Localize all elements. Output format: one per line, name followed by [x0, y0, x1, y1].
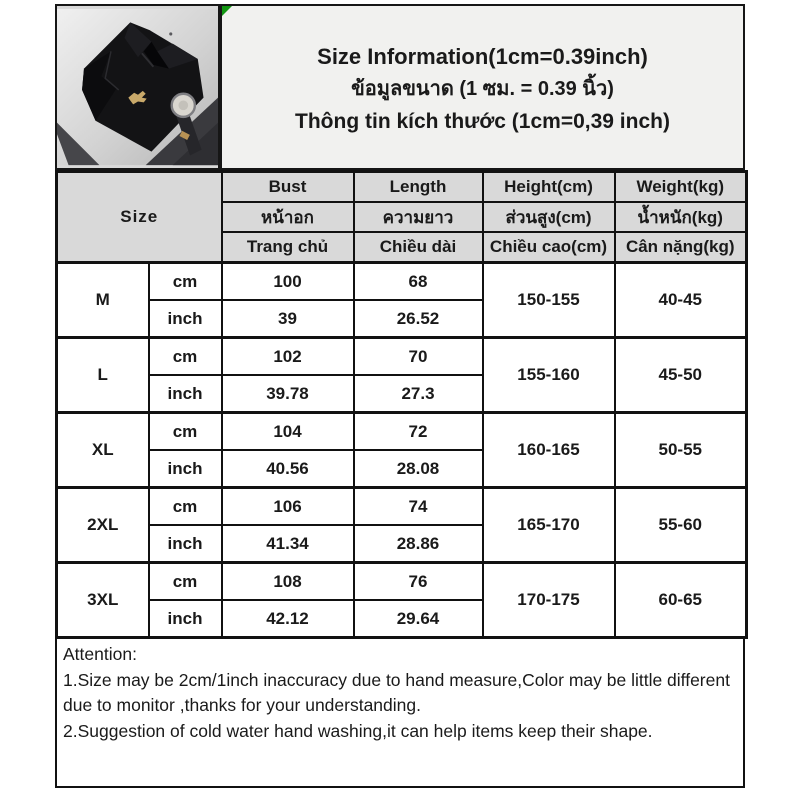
col-header-weight-en: Weight(kg) [615, 172, 747, 203]
weight-range: 55-60 [615, 488, 747, 563]
bust-cm: 104 [222, 413, 354, 451]
size-header-cell: Size [57, 172, 222, 263]
unit-inch: inch [149, 300, 222, 338]
attention-line-2: 2.Suggestion of cold water hand washing,it can help items keep their shape. [63, 720, 653, 741]
length-inch: 28.86 [354, 525, 483, 563]
bust-inch: 39.78 [222, 375, 354, 413]
bust-inch: 39 [222, 300, 354, 338]
size-label-3xl: 3XL [57, 563, 149, 638]
length-cm: 68 [354, 263, 483, 301]
unit-inch: inch [149, 450, 222, 488]
col-header-weight-vi: Cân nặng(kg) [615, 232, 747, 263]
col-header-length-en: Length [354, 172, 483, 203]
attention-note [55, 639, 745, 788]
size-label-m: M [57, 263, 149, 338]
length-cm: 76 [354, 563, 483, 601]
unit-cm: cm [149, 488, 222, 526]
length-inch: 27.3 [354, 375, 483, 413]
bust-inch: 40.56 [222, 450, 354, 488]
bust-inch: 41.34 [222, 525, 354, 563]
unit-inch: inch [149, 600, 222, 638]
top-row [55, 4, 745, 170]
product-photo [55, 4, 222, 170]
title-english: Size Information(1cm=0.39inch) [317, 44, 648, 69]
col-header-height-th: ส่วนสูง(cm) [483, 202, 615, 232]
bust-cm: 100 [222, 263, 354, 301]
length-cm: 74 [354, 488, 483, 526]
col-header-weight-th: น้ำหนัก(kg) [615, 202, 747, 232]
col-header-bust-vi: Trang chủ [222, 232, 354, 263]
col-header-length-vi: Chiều dài [354, 232, 483, 263]
length-inch: 29.64 [354, 600, 483, 638]
attention-heading: Attention: [63, 644, 137, 664]
unit-cm: cm [149, 413, 222, 451]
bust-cm: 102 [222, 338, 354, 376]
title-block [222, 4, 745, 170]
length-inch: 28.08 [354, 450, 483, 488]
weight-range: 40-45 [615, 263, 747, 338]
unit-cm: cm [149, 263, 222, 301]
height-range: 170-175 [483, 563, 615, 638]
polo-shirt-photo-icon [57, 6, 218, 168]
weight-range: 45-50 [615, 338, 747, 413]
weight-range: 50-55 [615, 413, 747, 488]
length-inch: 26.52 [354, 300, 483, 338]
size-label-l: L [57, 338, 149, 413]
col-header-height-vi: Chiều cao(cm) [483, 232, 615, 263]
height-range: 160-165 [483, 413, 615, 488]
col-header-bust-en: Bust [222, 172, 354, 203]
weight-range: 60-65 [615, 563, 747, 638]
col-header-length-th: ความยาว [354, 202, 483, 232]
height-range: 165-170 [483, 488, 615, 563]
col-header-bust-th: หน้าอก [222, 202, 354, 232]
title-thai: ข้อมูลขนาด (1 ซม. = 0.39 นิ้ว) [351, 78, 614, 100]
green-corner-marker-icon [222, 6, 232, 16]
unit-cm: cm [149, 563, 222, 601]
table-row [57, 488, 747, 526]
bust-inch: 42.12 [222, 600, 354, 638]
size-label-xl: XL [57, 413, 149, 488]
unit-inch: inch [149, 375, 222, 413]
bust-cm: 108 [222, 563, 354, 601]
unit-cm: cm [149, 338, 222, 376]
attention-line-1: 1.Size may be 2cm/1inch inaccuracy due to hand measure,Color may be little different due to monitor ,thanks for your understanding. [63, 669, 730, 715]
table-row [57, 338, 747, 376]
col-header-height-en: Height(cm) [483, 172, 615, 203]
length-cm: 70 [354, 338, 483, 376]
height-range: 155-160 [483, 338, 615, 413]
size-table [55, 170, 748, 639]
unit-inch: inch [149, 525, 222, 563]
height-range: 150-155 [483, 263, 615, 338]
sheet [55, 4, 745, 788]
table-row [57, 563, 747, 601]
table-row [57, 263, 747, 301]
header-row-en [57, 172, 747, 203]
size-label-2xl: 2XL [57, 488, 149, 563]
table-row [57, 413, 747, 451]
bust-cm: 106 [222, 488, 354, 526]
length-cm: 72 [354, 413, 483, 451]
title-vietnamese: Thông tin kích thước (1cm=0,39 inch) [295, 110, 670, 133]
